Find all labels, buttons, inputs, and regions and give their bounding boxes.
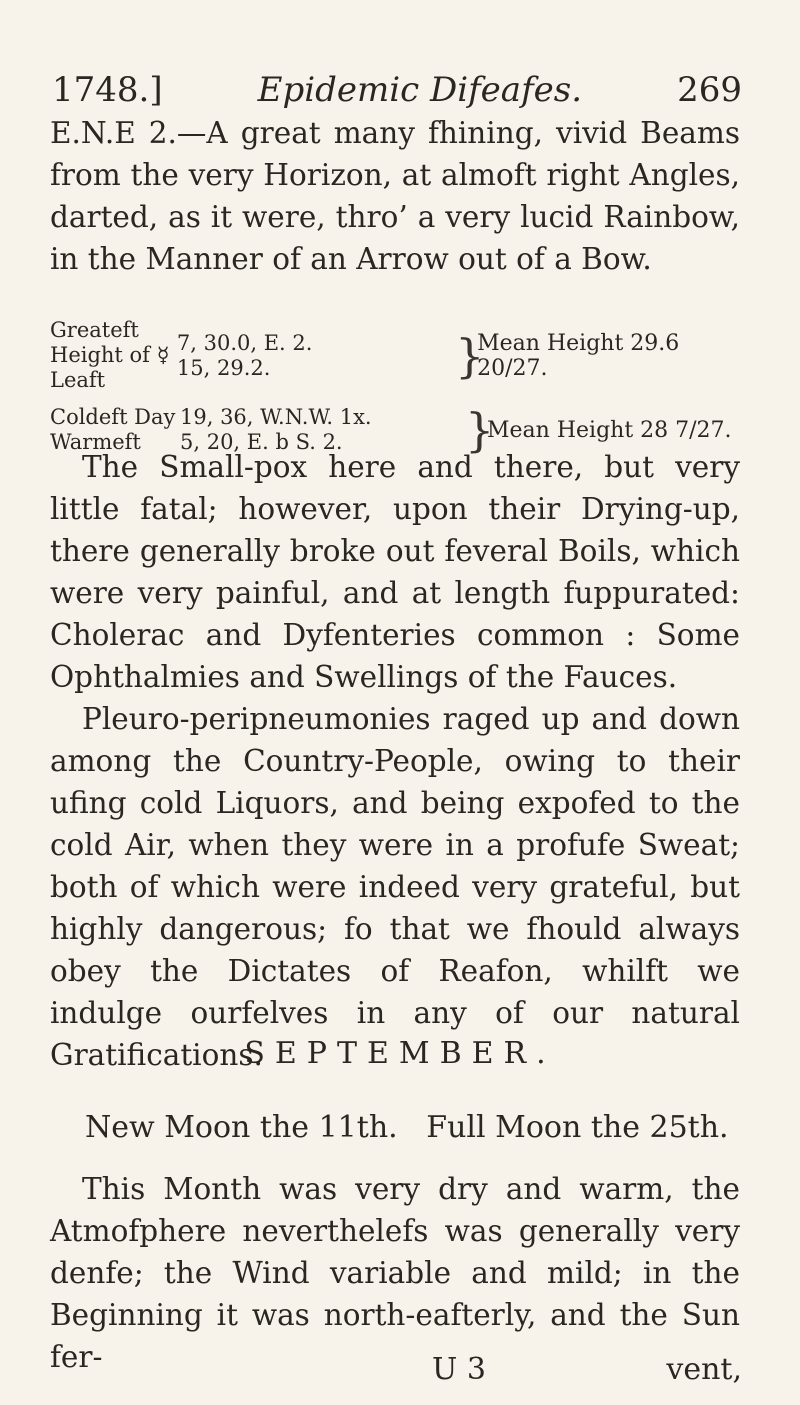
weather-table <box>50 318 750 467</box>
weather-value: 5, 20, E. b S. 2. <box>180 430 343 454</box>
paragraph-smallpox: The Small-pox here and there, but very little fatal; however, upon their Drying-up, there generally broke out feveral Boils, which were very painful, and at length fuppurated: Cholerас and Dyfenteries common : Some Ophthalmies and Swellings of the Fauces. <box>50 450 740 694</box>
right-brace-icon: } <box>455 328 485 383</box>
weather-label: Greateft Height of ☿ <box>50 318 170 367</box>
weather-label: Leaft <box>50 368 106 392</box>
weather-value: 7, 30.0, E. 2. <box>176 330 313 355</box>
paragraph-pleuro: Pleuro-peripneumonies raged up and down among the Country-People, owing to their ufing cold Liquors, and being expofed to the cold Air, when they were in a profufe Sweat; both of which were indeed very grateful, but highly dangerous; fo that we fhould always obey the Dictates of Reafon, whilft we indulge ourfelves in any of our natural Gratifications. <box>50 702 740 1072</box>
signature-mark: U 3 <box>432 1352 486 1387</box>
running-header <box>52 70 742 110</box>
body-text-block <box>50 446 740 1076</box>
weather-label: Coldeft Day <box>50 405 176 429</box>
mean-height: Mean Height 29.6 20/27. <box>477 330 680 381</box>
month-heading: SEPTEMBER. <box>244 1036 556 1071</box>
page-footer <box>52 1352 742 1387</box>
header-title: Epidemic Difeafes. <box>257 70 583 110</box>
weather-value: 19, 36, W.N.W. 1x. <box>180 405 372 429</box>
mean-height: Mean Height 28 7/27. <box>487 417 732 443</box>
weather-label: Warmeft <box>50 430 141 454</box>
month-paragraph-block <box>50 1168 740 1378</box>
right-brace-icon: } <box>465 403 495 457</box>
page-number: 269 <box>677 70 742 110</box>
opening-paragraph: E.N.E 2.—A great many fhining, vivid Beams from the very Horizon, at almoft right Angles, darted, as it were, thro’ a very lucid Rainbow, in the Manner of an Arrow out of a Bow. <box>50 116 740 276</box>
catchword: vent, <box>666 1352 742 1387</box>
barometer-row <box>50 318 750 393</box>
weather-value: 15, 29.2. <box>176 355 271 380</box>
opening-paragraph-block <box>50 112 740 280</box>
header-year: 1748.] <box>52 70 163 110</box>
moon-phases: New Moon the 11th. Full Moon the 25th. <box>85 1110 729 1145</box>
paragraph-month: This Month was very dry and warm, the Atmofphere neverthelefs was generally very denfe; the Wind variable and mild; in the Beginning it was north-eafterly, and the Sun fer- <box>50 1172 740 1374</box>
